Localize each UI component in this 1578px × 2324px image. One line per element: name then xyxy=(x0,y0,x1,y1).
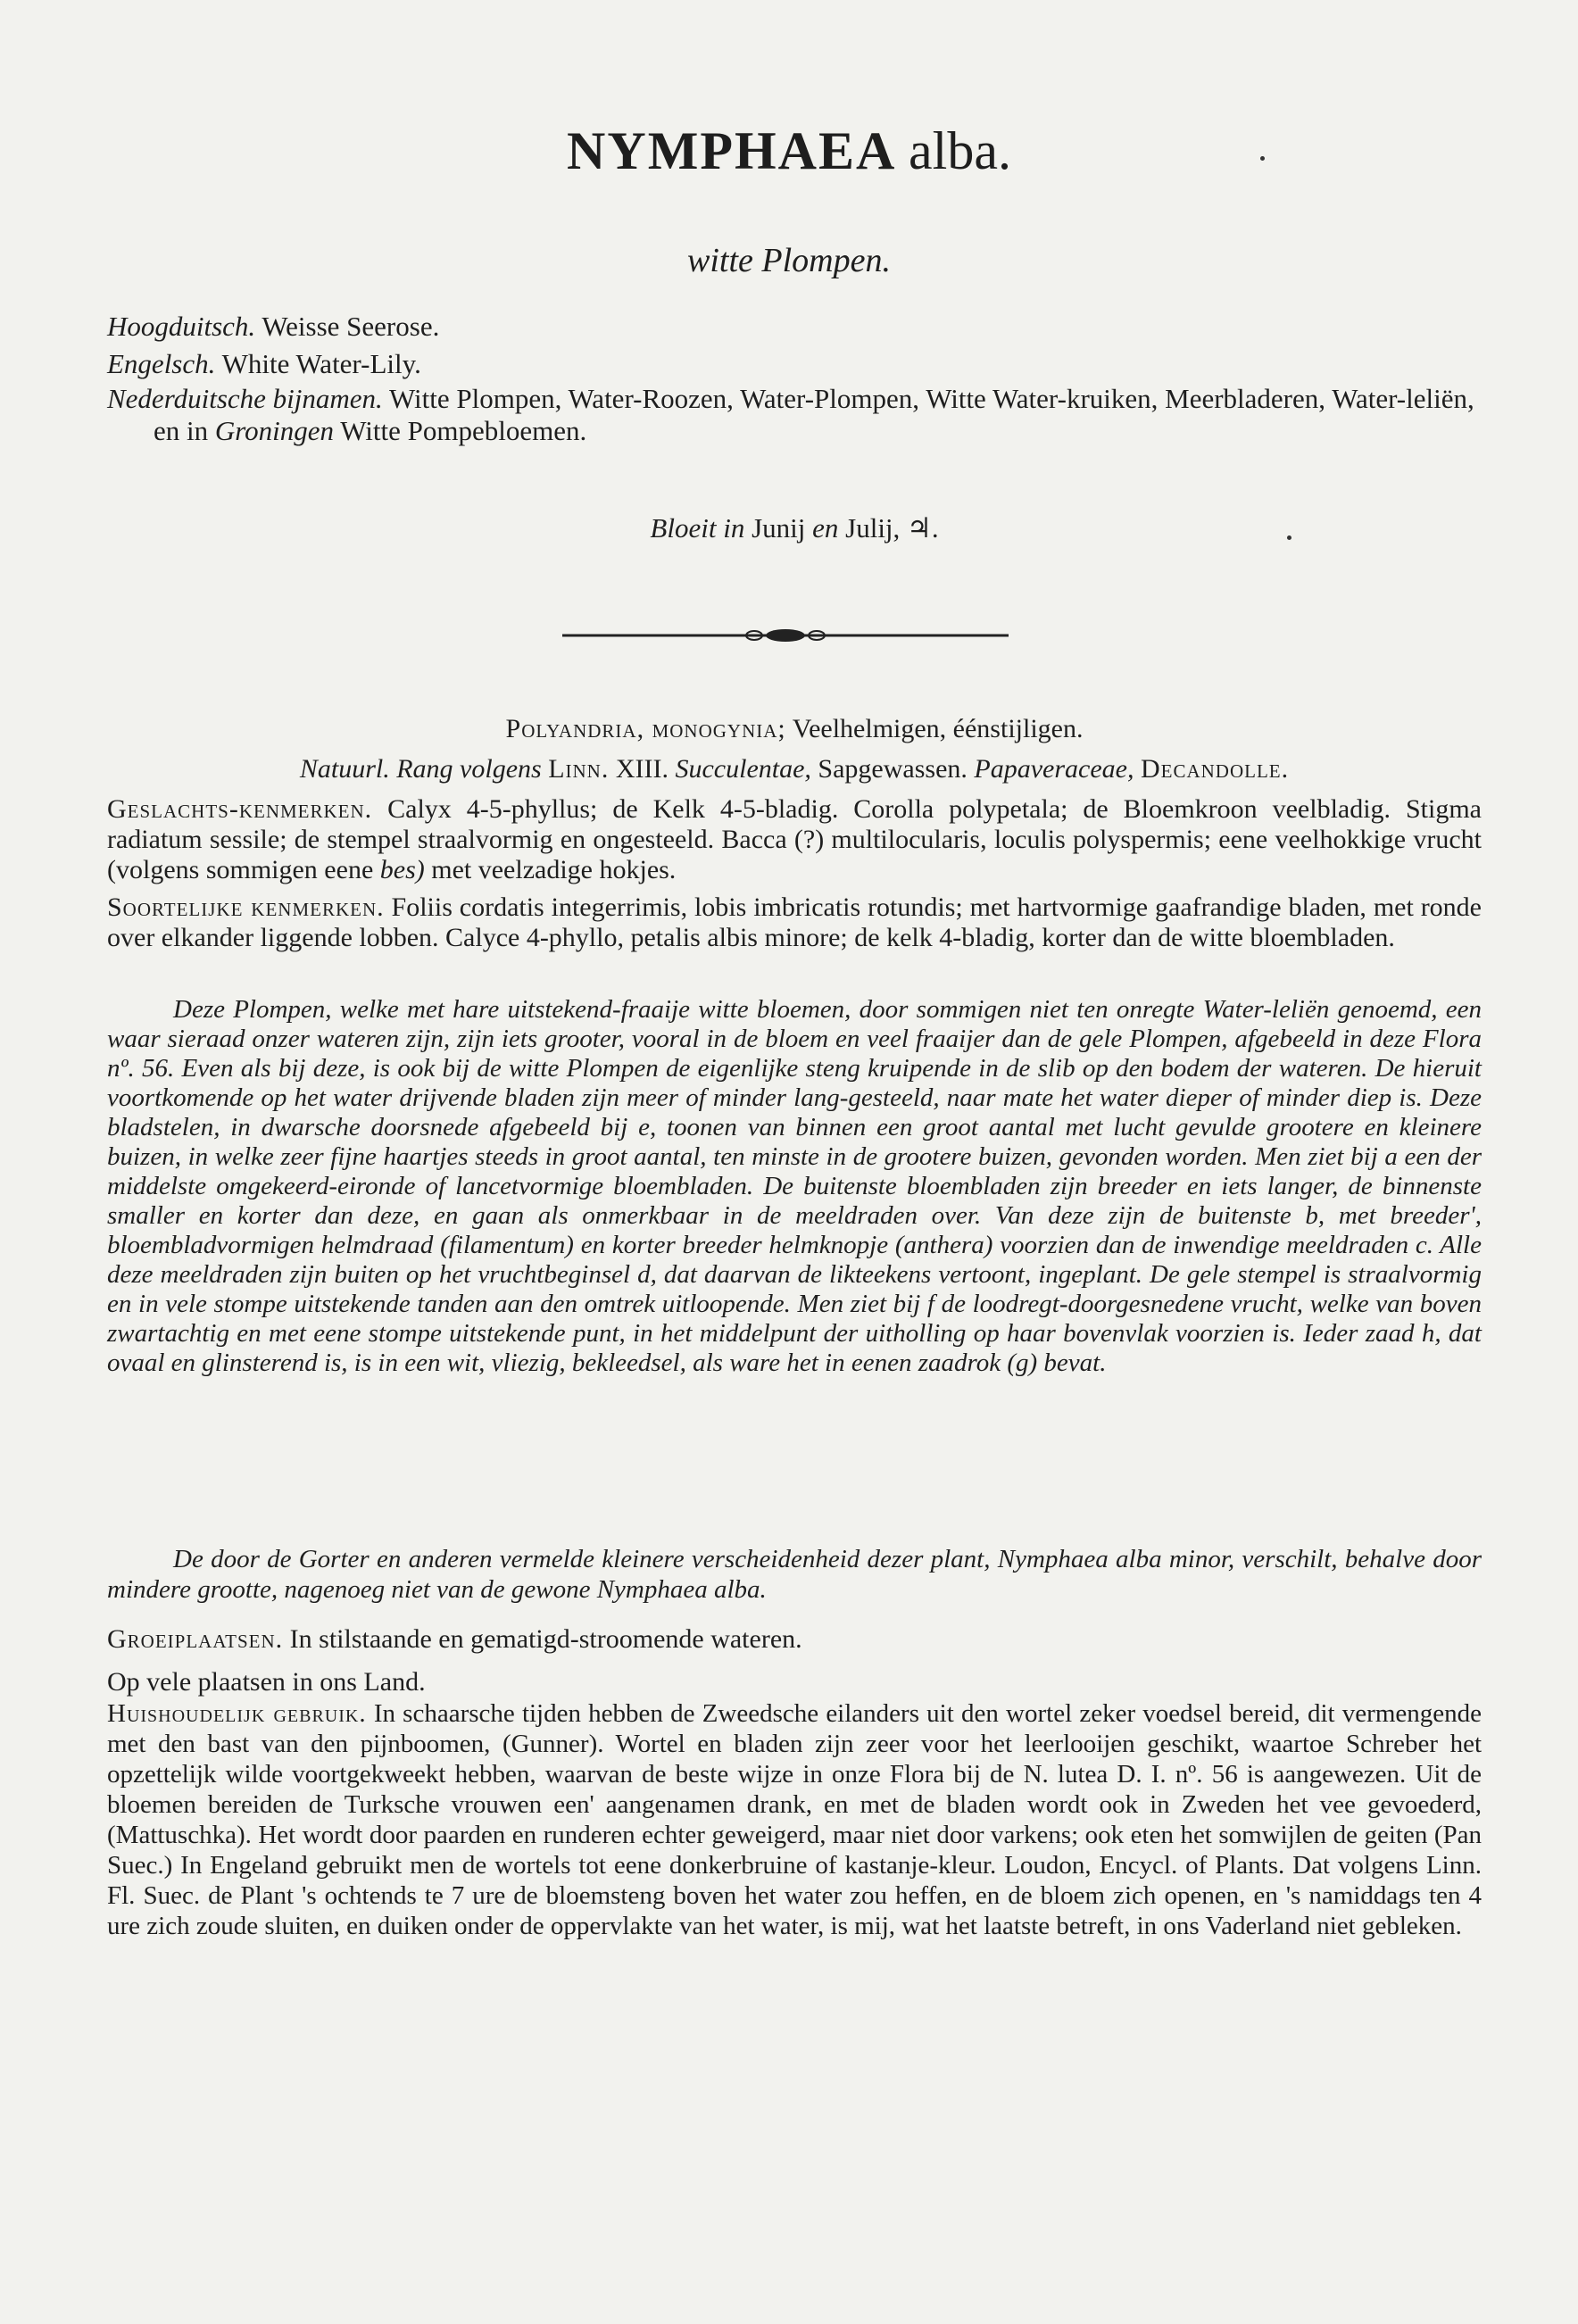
name-dutch-label: Nederduitsche bijnamen. xyxy=(107,383,383,414)
name-dutch-value-2: Witte Pompebloemen. xyxy=(340,415,587,446)
genus-characters-text-2: met veelzadige hokjes. xyxy=(431,855,677,884)
bloom-d: en xyxy=(812,512,839,544)
household-use-label: Huishoudelijk gebruik. xyxy=(107,1699,367,1728)
name-german-value: Weisse Seerose. xyxy=(262,311,440,342)
species-characters-label: Soortelijke kenmerken. xyxy=(107,892,385,922)
perennial-symbol: ♃. xyxy=(907,512,939,544)
class-dutch: Veelhelmigen, éénstijligen. xyxy=(792,714,1084,743)
habitat-text: In stilstaande en gematigd-stroomende wateren. xyxy=(289,1624,802,1654)
habitat xyxy=(107,1624,1482,1655)
class-linnaean: Polyandria, monogynia; xyxy=(505,714,786,743)
rank-g: Decandolle. xyxy=(1140,754,1290,784)
name-german xyxy=(107,308,1482,345)
name-dutch-place: Groningen xyxy=(214,415,335,446)
habitat-line-2: Op vele plaatsen in ons Land. xyxy=(107,1667,426,1697)
species-characters xyxy=(107,892,1482,953)
vernacular-title: witte Plompen. xyxy=(687,242,891,279)
page-title xyxy=(0,120,1578,182)
genus-characters-label: Geslachts-kenmerken. xyxy=(107,794,373,824)
bloom-e: Julij, xyxy=(845,512,901,544)
bloom-a: Bloeit xyxy=(650,512,717,544)
bloom-c: Junij xyxy=(752,512,806,544)
title-genus: NYMPHAEA xyxy=(567,121,894,180)
natural-rank xyxy=(107,754,1482,784)
bloom-b: in xyxy=(723,512,745,544)
class-line xyxy=(107,714,1482,744)
description-paragraph: Deze Plompen, welke met hare uitstekend-fraaije witte bloemen, door sommigen niet ten onregte Water-leliën genoemd, een waar sieraad onzer wateren zijn, zijn iets grooter, vooral in de bloem en veel fraaijer dan de gele Plompen, afgebeeld in deze Flora nº. 56. Even als bij deze, is ook bij de witte Plompen de eigenlijke steng kruipende in de slib op den bodem der wateren. De hieruit voortkomende op het water drijvende bladen zijn meer of minder lang-gesteeld, naar mate het water dieper of minder diep is. Deze bladstelen, in dwarsche doorsnede afgebeeld bij e, toonen van binnen een groot aantal met lucht gevulde grootere en kleinere buizen, in welke zeer fijne haartjes steeds in groot aantal, ten minste in de grootere buizen, gevonden worden. Men ziet bij a een der middelste omgekeerd-eironde of lancetvormige bloembladen. De buitenste bloembladen zijn breeder en iets langer, de binnenste smaller en korter dan deze, en gaan als onmerkbaar in de meeldraden over. Van deze zijn de buitenste b, met breeder', bloembladvormigen helmdraad (filamentum) en korter breeder helmknopje (anthera) voorzien dan de inwendige meeldraden c. Alle deze meeldraden zijn buiten op het vruchtbeginsel d, dat daarvan de likteekens vertoont, ingeplant. De gele stempel is straalvormig en in vele stompe uitstekende tanden aan den omtrek uitloopende. Men ziet bij f de loodregt-doorgesnedene vrucht, welke van boven zwartachtig en met eene stompe uitstekende punt, in het middelpunt der uitholling op haar bovenvlak voorzien is. Ieder zaad h, dat ovaal en glinsterend is, is in een wit, vliezig, bekleedsel, als ware het in eenen zaadrok (g) bevat. xyxy=(107,995,1482,1377)
name-dutch-value: Witte Plompen, Water-Roozen, Water-Plompen, Witte Water-kruiken, Meerbladeren, Water-leliën, en in xyxy=(154,383,1474,446)
name-dutch xyxy=(107,383,1482,447)
rank-f: Papaveraceae, xyxy=(974,754,1134,784)
genus-characters xyxy=(107,794,1482,885)
rank-b: Linn. xyxy=(548,754,610,784)
variety-paragraph: De door de Gorter en anderen vermelde kleinere verscheidenheid dezer plant, Nymphaea alba minor, verschilt, behalve door mindere grootte, nagenoeg niet van de gewone Nymphaea alba. xyxy=(107,1545,1482,1604)
name-english xyxy=(107,345,1482,383)
household-use-text: In schaarsche tijden hebben de Zweedsche eilanders uit den wortel zeker voedsel bereid, dit vermengende met den bast van den pijnboomen, (Gunner). Wortel en bladen zijn zeer voor het leerlooijen geschikt, waartoe Schreber het opzettelijk wilde voortgekweekt hebben, waarvan de beste wijze in onze Flora bij de N. lutea D. I. nº. 56 is aangewezen. Uit de bloemen bereiden de Turksche vrouwen een' aangenamen drank, en met de bladen wordt ook in Zweden het vee gevoederd, (Mattuschka). Het wordt door paarden en runderen echter geweigerd, maar niet door varkens; ook eten het somwijlen de geiten (Pan Suec.) In Engeland gebruikt men de wortels tot eene donkerbruine of kastanje-kleur. Loudon, Encycl. of Plants. Dat volgens Linn. Fl. Suec. de Plant 's ochtends te 7 ure de bloemsteng boven het water zou heffen, en de bloem zich openen, en 's namiddags ten 4 ure zich zoude sluiten, en duiken onder de oppervlakte van het water, is mij, wat het laatste betreft, in ons Vaderland niet gebleken. xyxy=(107,1699,1482,1940)
household-use xyxy=(107,1698,1482,1941)
rank-a: Natuurl. Rang volgens xyxy=(299,754,542,784)
name-english-label: Engelsch. xyxy=(107,348,216,379)
common-names xyxy=(107,308,1482,447)
rank-c: XIII. xyxy=(615,754,669,784)
speck-mark xyxy=(1287,535,1291,540)
species-characters-text: Foliis cordatis integerrimis, lobis imbricatis rotundis; met hartvormige gaafrandige bladen, met ronde over elkander liggende lobben. Calyce 4-phyllo, petalis albis minore; de kelk 4-bladig, korter dan de witte bloembladen. xyxy=(107,892,1482,952)
rule-ornament-center xyxy=(766,629,805,642)
flowering-line xyxy=(107,513,1482,544)
title-species: alba. xyxy=(909,121,1011,180)
name-english-value: White Water-Lily. xyxy=(221,348,421,379)
rank-e: Sapgewassen. xyxy=(818,754,968,784)
rank-d: Succulentae, xyxy=(675,754,811,784)
habitat-label: Groeiplaatsen. xyxy=(107,1624,284,1654)
ornamental-rule xyxy=(562,625,1009,646)
name-german-label: Hoogduitsch. xyxy=(107,311,256,342)
genus-characters-text: Calyx 4-5-phyllus; de Kelk 4-5-bladig. Corolla polypetala; de Bloemkroon veelbladig. Stigma radiatum sessile; de stempel straalvormig en ongesteeld. Bacca (?) multilocularis, loculis polyspermis; eene veelhokkige vrucht (volgens sommigen eene xyxy=(107,794,1482,884)
genus-characters-bes: bes) xyxy=(379,855,425,884)
speck-mark xyxy=(1260,156,1265,161)
